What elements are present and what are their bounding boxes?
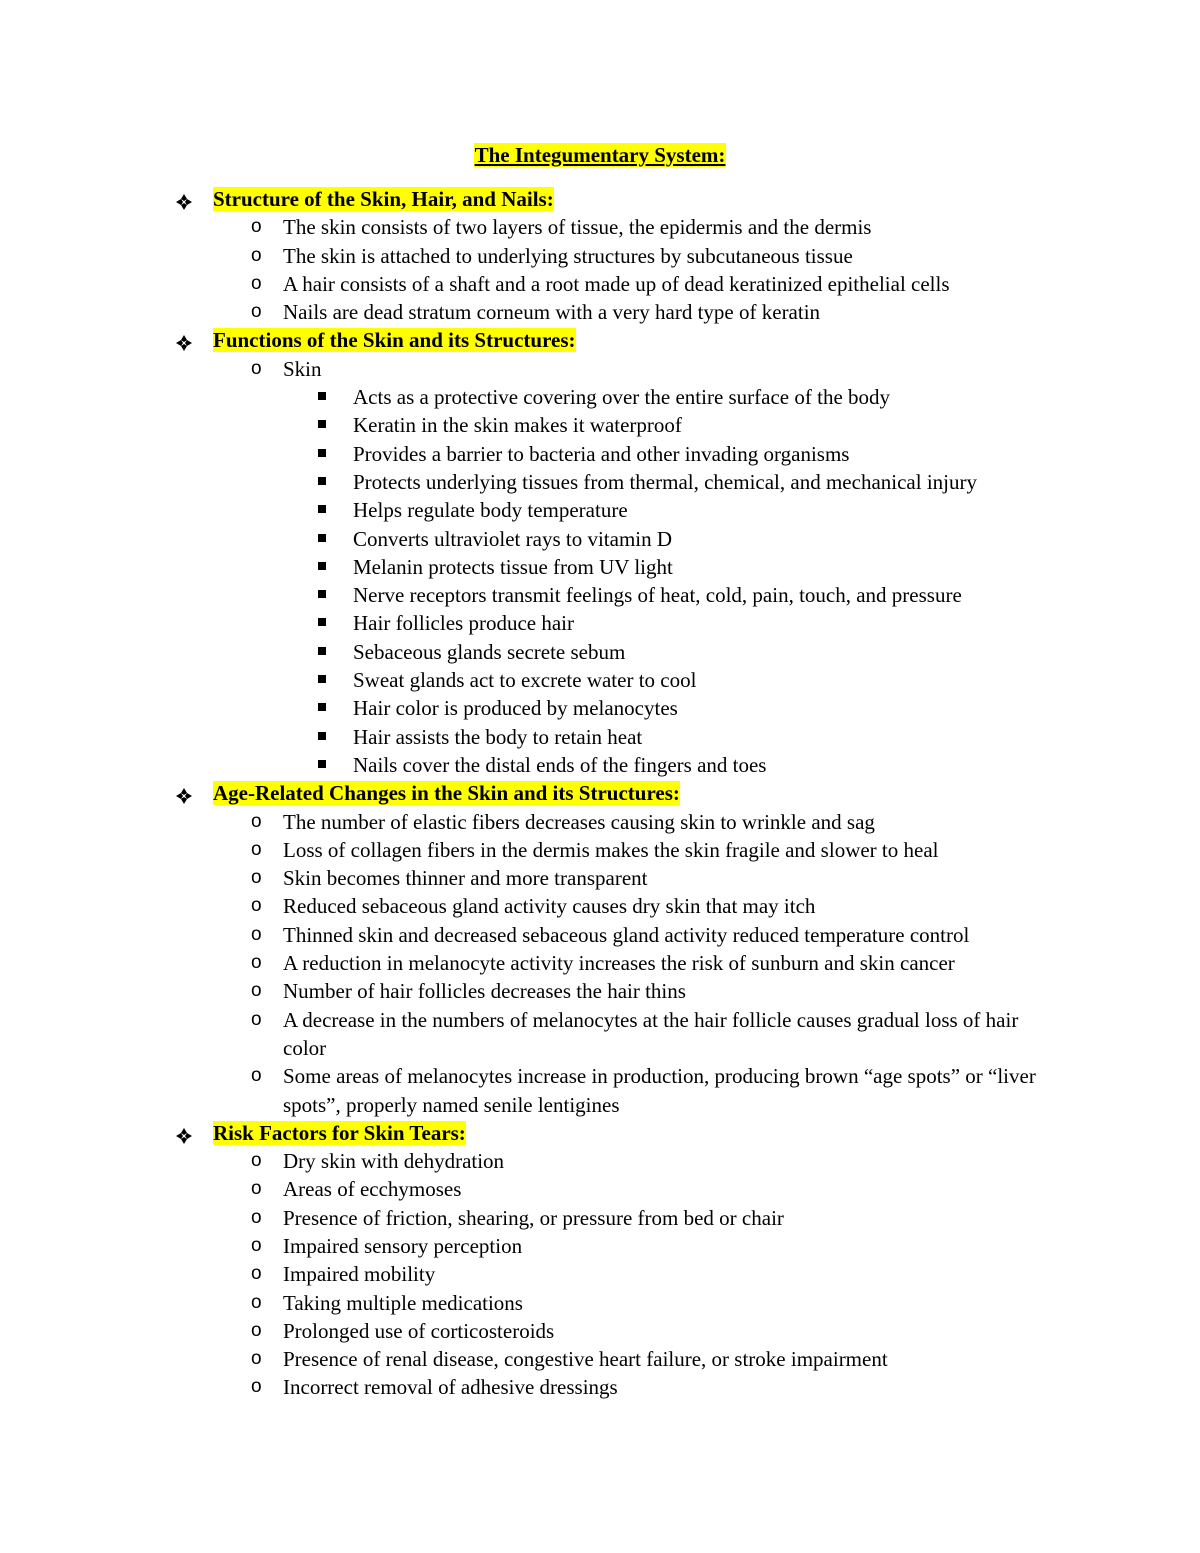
list-item: o The skin is attached to underlying structures by subcutaneous tissue [175,242,1075,270]
list-item: o The number of elastic fibers decreases causing skin to wrinkle and sag [175,808,1075,836]
circle-bullet-icon: o [251,357,262,379]
circle-bullet-icon: o [251,1065,262,1087]
list-item: o The skin consists of two layers of tissue, the epidermis and the dermis [175,213,1075,241]
square-bullet-icon [318,675,326,683]
circle-bullet-icon: o [251,272,262,294]
list-item: o A reduction in melanocyte activity increases the risk of sunburn and skin cancer [175,949,1075,977]
section-heading [175,185,1075,213]
square-bullet-icon [318,505,326,513]
circle-bullet-icon: o [251,952,262,974]
sub-list-item: Keratin in the skin makes it waterproof [175,411,1075,439]
list-item: o Taking multiple medications [175,1289,1075,1317]
document-title: The Integumentary System: [474,143,726,167]
circle-bullet-icon: o [251,1178,262,1200]
circle-bullet-icon: o [251,1348,262,1370]
list-item: o A hair consists of a shaft and a root made up of dead keratinized epithelial cells [175,270,1075,298]
list-item: o Presence of friction, shearing, or pressure from bed or chair [175,1204,1075,1232]
diamond-bullet-icon [175,185,193,213]
sub-list-item: Provides a barrier to bacteria and other invading organisms [175,440,1075,468]
square-bullet-icon [318,590,326,598]
sub-list-item: Protects underlying tissues from thermal, chemical, and mechanical injury [175,468,1075,496]
square-bullet-icon [318,534,326,542]
section-heading-text: Risk Factors for Skin Tears: [213,1120,466,1145]
circle-bullet-icon: o [251,1150,262,1172]
section-heading [175,779,1075,807]
sub-list-item: Sebaceous glands secrete sebum [175,638,1075,666]
section-heading [175,326,1075,354]
list-item: o Skin [175,355,1075,383]
list-item: o Nails are dead stratum corneum with a very hard type of keratin [175,298,1075,326]
list-item: o Number of hair follicles decreases the hair thins [175,977,1075,1005]
circle-bullet-icon: o [251,301,262,323]
list-item: o Presence of renal disease, congestive heart failure, or stroke impairment [175,1345,1075,1373]
circle-bullet-icon: o [251,1234,262,1256]
square-bullet-icon [318,477,326,485]
diamond-bullet-icon [175,779,193,807]
list-item: o Some areas of melanocytes increase in production, producing brown “age spots” or “liver spots”, properly named senile lentigines [251,1064,1036,1117]
list-item: o Reduced sebaceous gland activity causes dry skin that may itch [175,892,1075,920]
circle-bullet-icon: o [251,980,262,1002]
section-heading-text: Structure of the Skin, Hair, and Nails: [213,187,554,211]
square-bullet-icon [318,562,326,570]
list-item: o Prolonged use of corticosteroids [175,1317,1075,1345]
sub-list-item: Melanin protects tissue from UV light [175,553,1075,581]
list-item: o Impaired mobility [175,1260,1075,1288]
list-item: o Dry skin with dehydration [175,1147,1075,1175]
circle-bullet-icon: o [251,923,262,945]
sub-list-item: Helps regulate body temperature [175,496,1075,524]
diamond-bullet-icon [175,326,193,354]
circle-bullet-icon: o [251,810,262,832]
section-heading [175,1119,1075,1147]
circle-bullet-icon: o [251,867,262,889]
sub-list-item: Sweat glands act to excrete water to cool [175,666,1075,694]
title-container [0,142,1200,168]
sub-list-item: Nerve receptors transmit feelings of heat, cold, pain, touch, and pressure [175,581,1075,609]
circle-bullet-icon: o [251,838,262,860]
square-bullet-icon [318,420,326,428]
circle-bullet-icon: o [251,244,262,266]
list-item: o Areas of ecchymoses [175,1175,1075,1203]
list-item: o Thinned skin and decreased sebaceous gland activity reduced temperature control [175,921,1075,949]
circle-bullet-icon: o [251,895,262,917]
square-bullet-icon [318,647,326,655]
list-item: o A decrease in the numbers of melanocytes at the hair follicle causes gradual loss of hair color [251,1007,1019,1060]
circle-bullet-icon: o [251,1263,262,1285]
square-bullet-icon [318,392,326,400]
circle-bullet-icon: o [251,1008,262,1030]
list-item: o Impaired sensory perception [175,1232,1075,1260]
square-bullet-icon [318,703,326,711]
sub-list-item: Nails cover the distal ends of the fingers and toes [175,751,1075,779]
circle-bullet-icon: o [251,1319,262,1341]
sub-list-item: Hair assists the body to retain heat [175,723,1075,751]
circle-bullet-icon: o [251,1206,262,1228]
sub-list-item: Hair follicles produce hair [175,609,1075,637]
square-bullet-icon [318,618,326,626]
diamond-bullet-icon [175,1119,193,1147]
list-item: o Skin becomes thinner and more transparent [175,864,1075,892]
section-heading-text: Functions of the Skin and its Structures: [213,328,576,353]
circle-bullet-icon: o [251,1291,262,1313]
circle-bullet-icon: o [251,216,262,238]
list-item: o Incorrect removal of adhesive dressings [175,1373,1075,1401]
list-item: o Loss of collagen fibers in the dermis makes the skin fragile and slower to heal [175,836,1075,864]
square-bullet-icon [318,760,326,768]
document-outline [175,185,1075,1402]
circle-bullet-icon: o [251,1376,262,1398]
section-heading-text: Age-Related Changes in the Skin and its Structures: [213,781,680,806]
square-bullet-icon [318,732,326,740]
sub-list-item: Hair color is produced by melanocytes [175,694,1075,722]
sub-list-item: Converts ultraviolet rays to vitamin D [175,525,1075,553]
sub-list-item: Acts as a protective covering over the entire surface of the body [175,383,1075,411]
square-bullet-icon [318,449,326,457]
